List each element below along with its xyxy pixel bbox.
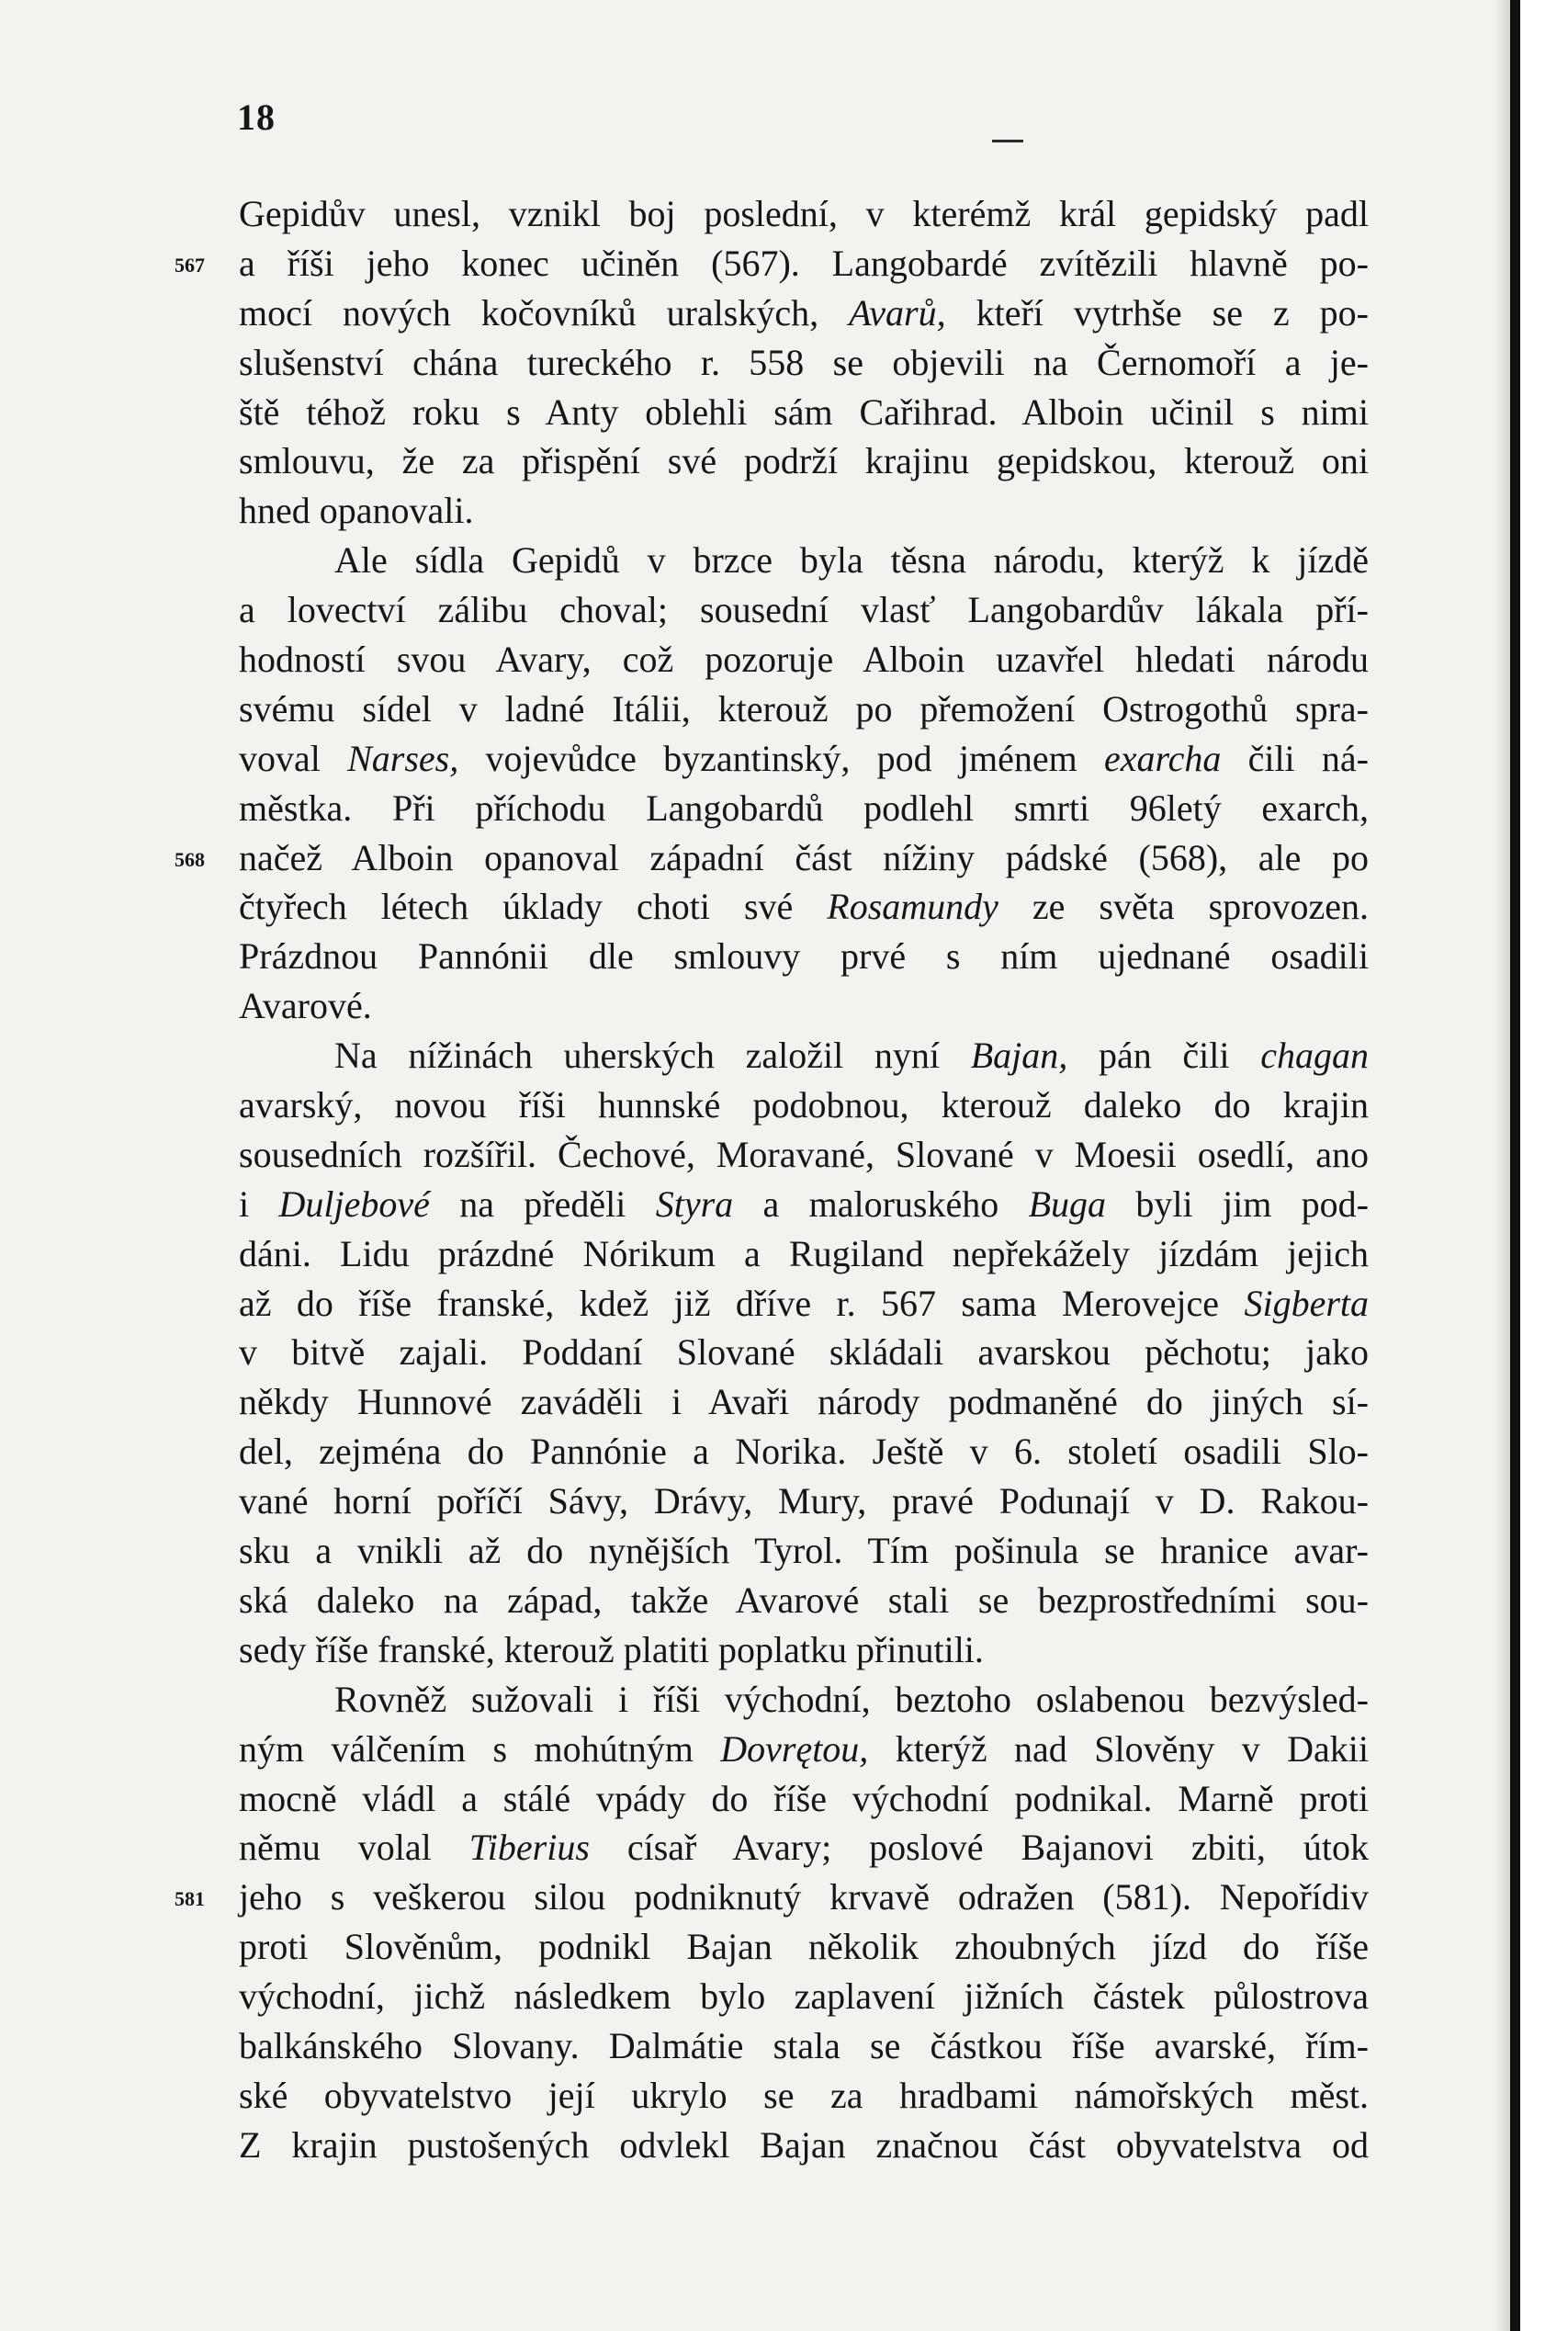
line-segment: na předěli [429, 1182, 656, 1225]
line-segment: i [239, 1182, 279, 1225]
italic-name: Styra [655, 1182, 734, 1225]
body-text [175, 189, 1369, 2170]
text-line: Avarové. [239, 985, 372, 1027]
text-line [175, 239, 1369, 289]
italic-name: Duljebové [278, 1182, 430, 1225]
line-segment: kteří vytrhše se z po- [945, 291, 1369, 334]
line-segment: kterýž nad Slověny v Dakii [868, 1727, 1369, 1770]
italic-name: Sigberta [1244, 1282, 1369, 1324]
text-line [239, 1725, 1369, 1774]
text-line [239, 1180, 1369, 1229]
text-line: a lovectví zálibu choval; sousední vlasť Langobardův lákala pří- [239, 589, 1369, 631]
italic-term: exarcha [1103, 737, 1222, 779]
italic-name: Buga [1028, 1182, 1107, 1225]
text-line: vané horní poříčí Sávy, Drávy, Mury, pravé Podunají v D. Rakou- [239, 1480, 1369, 1522]
text-line: východní, jichž následkem bylo zaplavení jižních částek půlostrova [239, 1975, 1369, 2018]
margin-year-567: 567 [175, 253, 205, 277]
italic-name: Avarů, [849, 291, 946, 334]
line-text: jeho s veškerou silou podniknutý krvavě odražen (581). Nepořídiv [239, 1876, 1369, 1918]
line-segment: ným válčením s mohútným [239, 1727, 721, 1770]
line-text: načež Alboin opanoval západní část nížiny pádské (568), ale po [239, 836, 1369, 878]
binding-edge [1510, 0, 1520, 2331]
text-line: avarský, novou říši hunnské podobnou, kterouž daleko do krajin [239, 1084, 1369, 1126]
italic-name: Bajan, [970, 1035, 1068, 1077]
text-line: proti Slověnům, podnikl Bajan několik zhoubných jízd do říše [239, 1926, 1369, 1968]
text-line [239, 1823, 1369, 1873]
margin-year-568: 568 [175, 847, 205, 871]
margin-year-581: 581 [175, 1887, 205, 1911]
text-line: ště téhož roku s Anty oblehli sám Cařihrad. Alboin učinil s nimi [239, 390, 1369, 433]
line-segment: čili ná- [1221, 737, 1369, 779]
text-line: dáni. Lidu prázdné Nórikum a Rugiland nepřekážely jízdám jejich [239, 1232, 1369, 1274]
line-segment: vojevůdce byzantinský, pod jménem [458, 737, 1104, 779]
paragraph-start [239, 1031, 1369, 1081]
line-segment: voval [239, 737, 348, 779]
line-segment: byli jim pod- [1106, 1182, 1369, 1225]
text-line: del, zejména do Pannónie a Norika. Ještě v 6. století osadili Slo- [239, 1431, 1369, 1473]
page-number: 18 [237, 96, 276, 138]
line-segment: až do říše franské, kdež již dříve r. 567 sama Merovejce [239, 1282, 1245, 1324]
text-line: v bitvě zajali. Poddaní Slované skládali avarskou pěchotu; jako [239, 1331, 1369, 1374]
text-line: smlouvu, že za přispění své podrží krajinu gepidskou, kterouž oni [239, 440, 1369, 482]
text-line: sousedních rozšířil. Čechové, Moravané, Slované v Moesii osedlí, ano [239, 1133, 1369, 1175]
text-line: Gepidův unesl, vznikl boj poslední, v kterémž král gepidský padl [239, 193, 1369, 234]
text-line: hodností svou Avary, což pozoruje Alboin uzavřel hledati národu [239, 639, 1369, 681]
line-segment: císař Avary; poslové Bajanovi zbiti, útok [589, 1827, 1369, 1869]
italic-name: Tiberius [468, 1827, 590, 1869]
text-line: sedy říše franské, kterouž platiti poplatku přinutili. [239, 1628, 984, 1670]
text-line: Prázdnou Pannónii dle smlouvy prvé s ním ujednané osadili [239, 935, 1369, 978]
text-line: slušenství chána tureckého r. 558 se objevili na Černomoří a je- [239, 341, 1369, 383]
line-segment: a maloruského [733, 1182, 1029, 1225]
binding-shadow [1494, 0, 1510, 2331]
italic-name: Dovrętou, [720, 1727, 869, 1770]
text-line: někdy Hunnové zaváděli i Avaři národy podmaněné do jiných sí- [239, 1381, 1369, 1423]
text-line: svému sídel v ladné Itálii, kterouž po přemožení Ostrogothů spra- [239, 687, 1369, 730]
text-line: hned opanovali. [239, 490, 474, 532]
text-line: ské obyvatelstvo její ukrylo se za hradbami námořských měst. [239, 2074, 1369, 2116]
line-segment: ze světa sprovozen. [998, 886, 1369, 928]
text-line: Z krajin pustošených odvlekl Bajan značnou část obyvatelstva od [239, 2123, 1369, 2166]
text-line [239, 882, 1369, 932]
italic-name: Rosamundy [827, 886, 998, 928]
line-segment: Na nížinách uherských založil nyní [334, 1035, 971, 1077]
header-dash [992, 140, 1023, 142]
line-segment: pán čili [1067, 1035, 1261, 1077]
text-line: městka. Při příchodu Langobardů podlehl smrti 96letý exarch, [239, 786, 1369, 829]
text-line [239, 289, 1369, 338]
scan-margin [1520, 0, 1568, 2331]
line-segment: mocí nových kočovníků uralských, [239, 291, 850, 334]
text-line: ská daleko na západ, takže Avarové stali se bezprostředními sou- [239, 1579, 1369, 1621]
text-line: sku a vnikli až do nynějších Tyrol. Tím pošinula se hranice avar- [239, 1530, 1369, 1572]
text-line [175, 833, 1369, 883]
line-segment: němu volal [239, 1827, 469, 1869]
line-segment: čtyřech létech úklady choti své [239, 886, 828, 928]
italic-name: Narses, [347, 737, 459, 779]
text-line [239, 1279, 1369, 1329]
text-line [239, 734, 1369, 784]
paragraph-start: Rovněž sužovali i říši východní, beztoho oslabenou bezvýsled- [334, 1678, 1369, 1720]
paragraph-start: Ale sídla Gepidů v brzce byla těsna národu, kterýž k jízdě [334, 539, 1369, 582]
text-line: balkánského Slovany. Dalmátie stala se částkou říše avarské, řím- [239, 2024, 1369, 2066]
text-line [175, 1873, 1369, 1922]
italic-term: chagan [1260, 1035, 1369, 1077]
text-line: mocně vládl a stálé vpády do říše východní podnikal. Marně proti [239, 1777, 1369, 1819]
line-text: a říši jeho konec učiněn (567). Langobardé zvítězili hlavně po- [239, 242, 1369, 284]
